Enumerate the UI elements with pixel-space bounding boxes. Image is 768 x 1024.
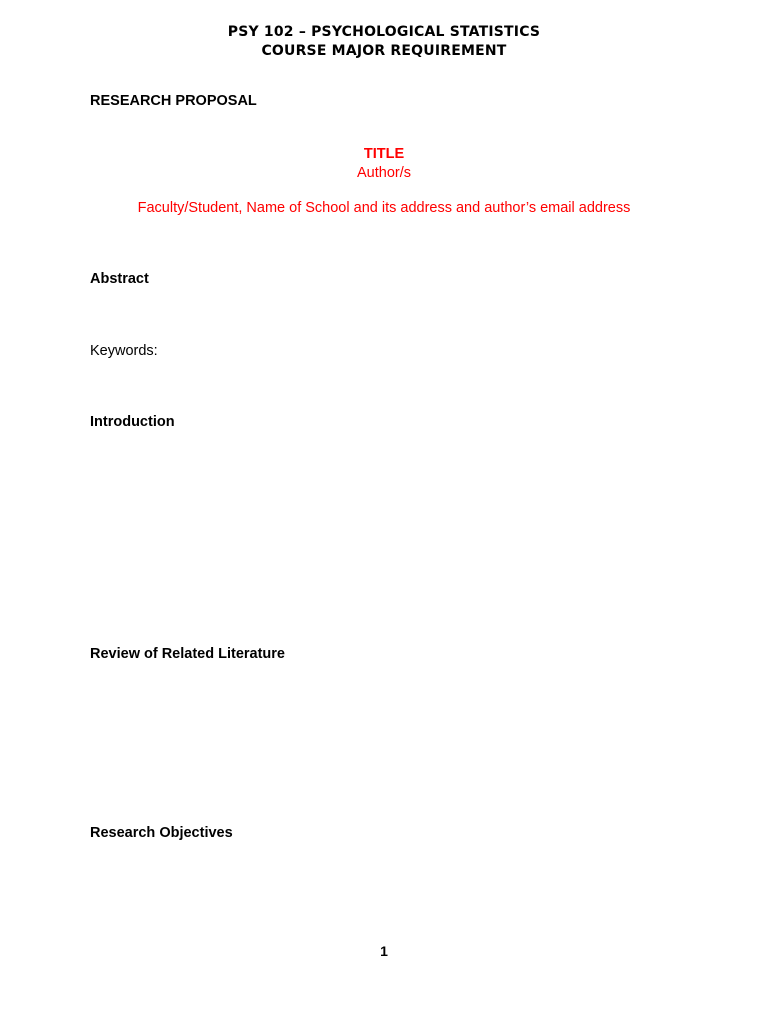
page-number: 1 <box>380 943 388 959</box>
paper-title-placeholder: TITLE <box>363 146 405 162</box>
review-heading: Review of Related Literature <box>90 646 285 662</box>
affiliation-placeholder: Faculty/Student, Name of School and its address and author’s email address <box>137 200 631 216</box>
objectives-heading: Research Objectives <box>90 825 233 841</box>
course-title: PSY 102 – PSYCHOLOGICAL STATISTICS <box>227 24 541 40</box>
abstract-heading: Abstract <box>90 271 149 287</box>
introduction-heading: Introduction <box>90 414 175 430</box>
keywords-label: Keywords: <box>90 343 158 359</box>
document-type-heading: RESEARCH PROPOSAL <box>90 93 257 109</box>
authors-placeholder: Author/s <box>357 165 411 181</box>
course-subtitle: COURSE MAJOR REQUIREMENT <box>261 43 507 59</box>
